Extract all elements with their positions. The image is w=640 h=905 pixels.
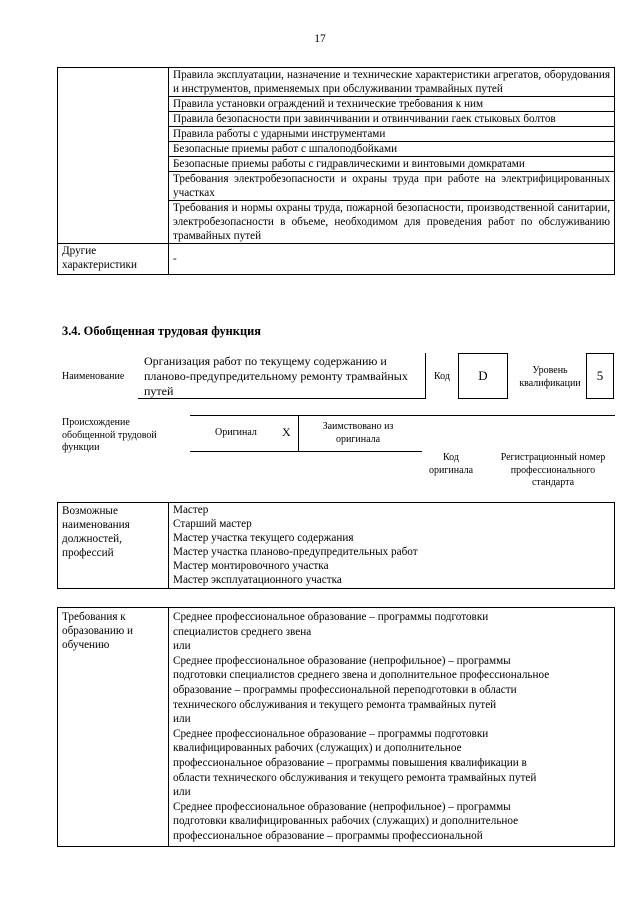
education-line: специалистов среднего звена	[173, 625, 312, 638]
education-line: подготовки квалифицированных рабочих (служащих) и дополнительное	[173, 815, 519, 828]
education-requirements	[169, 608, 615, 847]
education-line: подготовки специалистов среднего звена и дополнительное профессиональное	[173, 669, 550, 682]
other-characteristics-value: -	[169, 244, 615, 275]
function-name-value: Организация работ по текущему содержанию и планово-предупредительному ремонту трамвайных путей	[138, 353, 426, 399]
knowledge-item: Правила эксплуатации, назначение и технические характеристики агрегатов, оборудования и инструментов, применяемых при обслуживании трамвайных путей	[169, 68, 615, 97]
education-line: Среднее профессиональное образование (непрофильное) – программы	[173, 654, 511, 667]
education-line: квалифицированных рабочих (служащих) и дополнительное	[173, 742, 462, 755]
position-item: Старший мастер	[169, 517, 615, 531]
knowledge-item: Требования и нормы охраны труда, пожарной безопасности, производственной санитарии, электробезопасности в объеме, необходимом для проведения работ по обслуживанию трамвайных путей	[169, 201, 615, 244]
position-item: Мастер участка текущего содержания	[169, 531, 615, 545]
education-line: Среднее профессиональное образование – программы подготовки	[173, 611, 489, 623]
section-heading: 3.4. Обобщенная трудовая функция	[62, 324, 261, 338]
position-item: Мастер монтировочного участка	[169, 559, 615, 573]
page-number: 17	[314, 33, 326, 45]
education-line: области технического обслуживания и текущего ремонта трамвайных путей	[173, 771, 537, 784]
position-item: Мастер	[169, 503, 615, 518]
education-label: Требования к образованию и обучению	[58, 608, 169, 847]
positions-table	[57, 502, 615, 589]
education-line: Среднее профессиональное образование (непрофильное) – программы	[173, 800, 511, 813]
code-label: Код	[434, 371, 450, 382]
origin-bottom-border	[190, 451, 422, 452]
knowledge-item: Правила работы с ударными инструментами	[169, 127, 615, 142]
original-mark: X	[282, 425, 291, 439]
knowledge-table	[57, 67, 615, 275]
knowledge-item: Правила безопасности при завинчивании и отвинчивании гаек стыковых болтов	[169, 112, 615, 127]
origin-top-border	[190, 415, 615, 416]
position-item: Мастер участка планово-предупредительных работ	[169, 545, 615, 559]
education-line: образование – программы профессиональной переподготовки в области	[173, 683, 517, 696]
education-line: Среднее профессиональное образование – программы подготовки	[173, 727, 489, 740]
original-label: Оригинал	[215, 427, 257, 438]
education-line: или	[173, 640, 191, 653]
level-value: 5	[586, 353, 614, 399]
borrowed-label: Заимствовано из оригинала	[322, 421, 394, 445]
education-line: или	[173, 713, 191, 726]
knowledge-label-cell	[58, 68, 169, 244]
education-line: или	[173, 786, 191, 799]
education-line: профессиональное образование – программы профессиональной	[173, 829, 483, 842]
knowledge-item: Правила установки ограждений и технические требования к ним	[169, 97, 615, 112]
positions-label: Возможные наименования должностей, профессий	[58, 503, 169, 589]
education-line: технического обслуживания и текущего ремонта трамвайных путей	[173, 698, 497, 711]
level-label: Уровень квалификации	[519, 365, 581, 389]
position-item: Мастер эксплуатационного участка	[169, 573, 615, 589]
education-line: профессиональное образование – программы повышения квалификации в	[173, 756, 527, 769]
knowledge-item: Требования электробезопасности и охраны труда при работе на электрифицированных участках	[169, 172, 615, 201]
origin-label: Происхождение обобщенной трудовой функции	[62, 417, 157, 453]
code-value: D	[458, 353, 508, 399]
name-label: Наименование	[62, 371, 125, 382]
code-original-label: Код оригинала	[428, 452, 474, 476]
reg-number-label: Регистрационный номер профессионального стандарта	[500, 452, 606, 488]
other-characteristics-label: Другие характеристики	[58, 244, 169, 275]
knowledge-item: Безопасные приемы работы с гидравлическими и винтовыми домкратами	[169, 157, 615, 172]
education-table	[57, 607, 615, 847]
knowledge-item: Безопасные приемы работ с шпалоподбойками	[169, 142, 615, 157]
origin-divider	[298, 415, 299, 452]
